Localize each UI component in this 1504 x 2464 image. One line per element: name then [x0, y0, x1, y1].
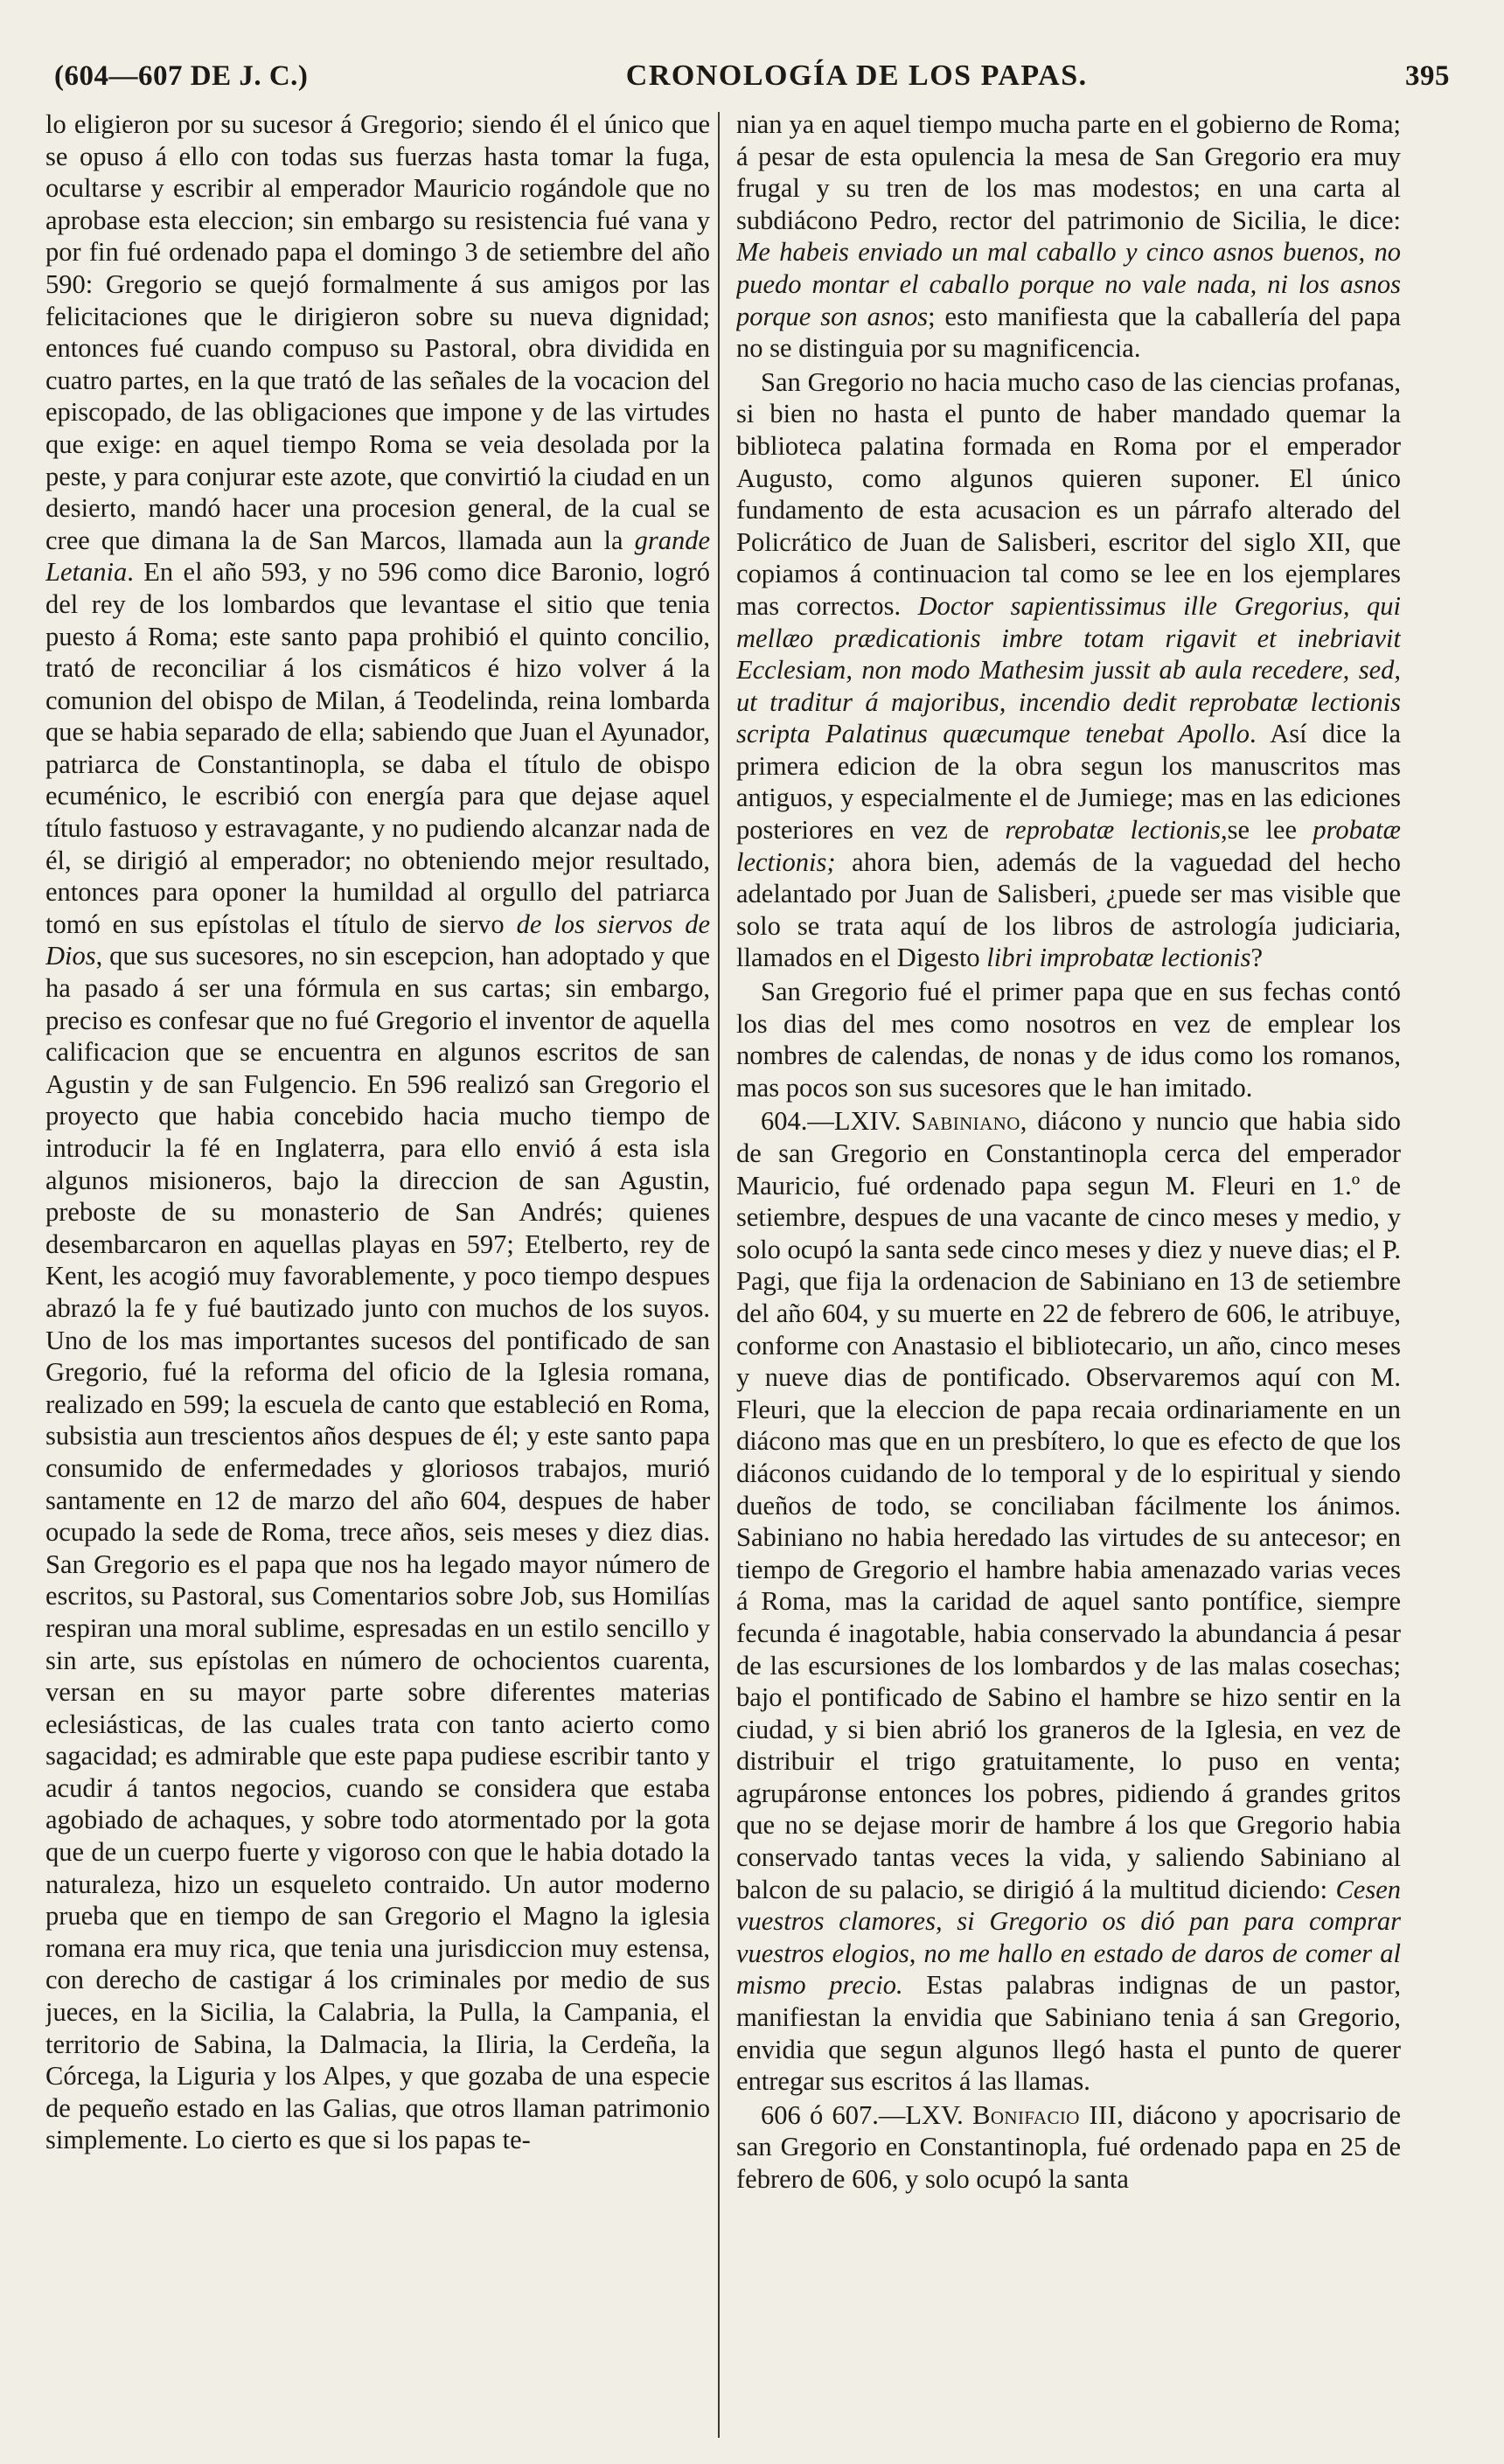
paragraph-dating-custom: San Gregorio fué el primer papa que en sus fechas contó los dias del mes como nosotros en vez de emplear los nombres de calendas, de nonas y de idus como los romanos, mas pocos son sus sucesores que le han imitado.: [736, 977, 1401, 1103]
left-column: [45, 108, 710, 2443]
running-header: [54, 59, 1450, 105]
page-number: 395: [1405, 60, 1450, 92]
entry-sabiniano: 604.—LXIV. Sabiniano, diácono y nuncio que habia sido de san Gregorio en Constantinopla cerca del emperador Mauricio, fué ordenado papa segun M. Fleuri en 1.º de setiembre, despues de una vacante de cinco meses y medio, y solo ocupó la santa sede cinco meses y diez y nueve dias; el P. Pagi, que fija la ordenacion de Sabiniano en 13 de setiembre del año 604, y su muerte en 22 de febrero de 606, le atribuye, conforme con Anastasio el bibliotecario, un año, cinco meses y nueve dias de pontificado. Observaremos aquí con M. Fleuri, que la eleccion de papa recaia ordinariamente en un diácono mas que en un presbítero, lo que es efecto de que los diáconos cuidando de lo temporal y de lo espiritual y siendo dueños de todo, se conciliaban fácilmente los ánimos. Sabiniano no habia heredado las virtudes de su antecesor; en tiempo de Gregorio el hambre habia amenazado varias veces á Roma, mas la caridad de aquel santo pontífice, siempre fecunda é inagotable, habia conservado la abundancia á pesar de las escursiones de los lombardos y de las malas cosechas; bajo el pontificado de Sabino el hambre se hizo sentir en la ciudad, y si bien abrió los graneros de la Iglesia, en vez de distribuir el trigo gratuitamente, lo puso en venta; agrupáronse entonces los pobres, pidiendo á grandes gritos que no se dejase morir de hambre á los que Gregorio habia conservado tantas veces la vida, y saliendo Sabiniano al balcon de su palacio, se dirigió á la multitud diciendo: Cesen vuestros clamores, si Gregorio os dió pan para comprar vuestros elogios, no me hallo en estado de daros de comer al mismo precio. Estas palabras indignas de un pastor, manifiestan la envidia que Sabiniano tenia á san Gregorio, envidia que segun algunos llegó hasta el punto de querer entregar sus escritos á las llamas.: [736, 1106, 1401, 2097]
header-title: CRONOLOGÍA DE LOS PAPAS.: [625, 59, 1088, 92]
paragraph-papal-frugality: nian ya en aquel tiempo mucha parte en el gobierno de Roma; á pesar de esta opulencia la mesa de San Gregorio era muy frugal y su tren de los mas modestos; en una carta al subdiácono Pedro, rector del patrimonio de Sicilia, le dice: Me habeis enviado un mal caballo y cinco asnos buenos, no puedo montar el caballo porque no vale nada, ni los asnos porque son asnos; esto manifiesta que la caballería del papa no se distinguia por su magnificencia.: [736, 109, 1401, 364]
paragraph-profane-sciences: San Gregorio no hacia mucho caso de las ciencias profanas, si bien no hasta el punto de haber mandado quemar la biblioteca palatina formada en Roma por el emperador Augusto, como algunos quieren suponer. El único fundamento de esta acusacion es un párrafo alterado del Policrático de Juan de Salisberi, escritor del siglo XII, que copiamos á continuacion tal como se lee en los ejemplares mas correctos. Doctor sapientissimus ille Gregorius, qui mellæo prædicationis imbre totam rigavit et inebriavit Ecclesiam, non modo Mathesim jussit ab aula recedere, sed, ut traditur á majoribus, incendio dedit reprobatæ lectionis scripta Palatinus quæcumque tenebat Apollo. Así dice la primera edicion de la obra segun los manuscritos mas antiguos, y especialmente el de Jumiege; mas en las ediciones posteriores en vez de reprobatæ lectionis,se lee probatæ lectionis; ahora bien, además de la vaguedad del hecho adelantado por Juan de Salisberi, ¿puede ser mas visible que solo se trata aquí de los libros de astrología judiciaria, llamados en el Digesto libri improbatæ lectionis?: [736, 366, 1401, 973]
entry-bonifacio-iii: 606 ó 607.—LXV. Bonifacio III, diácono y apocrisario de san Gregorio en Constantinopla, fué ordenado papa en 25 de febrero de 606, y solo ocupó la santa: [736, 2099, 1401, 2194]
paragraph-gregorio-pontificate: lo eligieron por su sucesor á Gregorio; siendo él el único que se opuso á ello con todas sus fuerzas hasta tomar la fuga, ocultarse y escribir al emperador Mauricio rogándole que no aprobase esta eleccion; sin embargo su resistencia fué vana y por fin fué ordenado papa el domingo 3 de setiembre del año 590: Gregorio se quejó formalmente á sus amigos por las felicitaciones que le dirigieron sobre su nueva dignidad; entonces fué cuando compuso su Pastoral, obra dividida en cuatro partes, en la que trató de las señales de la vocacion del episcopado, de las obligaciones que impone y de las virtudes que exige: en aquel tiempo Roma se veia desolada por la peste, y para conjurar este azote, que convirtió la ciudad en un desierto, mandó hacer una procesion general, de la cual se cree que dimana la de San Marcos, llamada aun la grande Letania. En el año 593, y no 596 como dice Baronio, logró del rey de los lombardos que levantase el sitio que tenia puesto á Roma; este santo papa prohibió el quinto concilio, trató de reconciliar á los cismáticos é hizo volver á la comunion del obispo de Milan, á Teodelinda, reina lombarda que se habia separado de ella; sabiendo que Juan el Ayunador, patriarca de Constantinopla, se daba el título de obispo ecuménico, le escribió con energía para que dejase aquel título fastuoso y estravagante, y no pudiendo alcanzar nada de él, se dirigió al emperador; no obteniendo mejor resultado, entonces para oponer la humildad al orgullo del patriarca tomó en sus epístolas el título de siervo de los siervos de Dios, que sus sucesores, no sin escepcion, han adoptado y que ha pasado á ser una fórmula en sus cartas; sin embargo, preciso es confesar que no fué Gregorio el inventor de aquella calificacion que se encuentra en algunos escritos de san Agustin y de san Fulgencio. En 596 realizó san Gregorio el proyecto que habia concebido hacia mucho tiempo de introducir la fé en Inglaterra, para ello envió á esta isla algunos misioneros, bajo la direccion de san Agustin, preboste de su monasterio de San Andrés; quienes desembarcaron en aquellas playas en 597; Etelberto, rey de Kent, les acogió muy favorablemente, y poco tiempo despues abrazó la fe y fué bautizado junto con muchos de los suyos. Uno de los mas importantes sucesos del pontificado de san Gregorio, fué la reforma del oficio de la Iglesia romana, realizado en 599; la escuela de canto que estableció en Roma, subsistia aun trescientos años despues de él; y este santo papa consumido de enfermedades y gloriosos trabajos, murió santamente en 12 de marzo del año 604, despues de haber ocupado la sede de Roma, trece años, seis meses y diez dias. San Gregorio es el papa que nos ha legado mayor número de escritos, su Pastoral, sus Comentarios sobre Job, sus Homilías respiran una moral sublime, espresadas en un estilo sencillo y sin arte, sus epístolas en número de ochocientos cuarenta, versan en su mayor parte sobre diferentes materias eclesiásticas, de las cuales trata con tanto acierto como sagacidad; es admirable que este papa pudiese escribir tanto y acudir á tantos negocios, cuando se considera que estaba agobiado de achaques, y sobre todo atormentado por la gota que de un cuerpo fuerte y vigoroso con que le habia dotado la naturaleza, hizo un esqueleto contraido. Un autor moderno prueba que en tiempo de san Gregorio el Magno la iglesia romana era muy rica, que tenia una jurisdiccion muy estensa, con derecho de castigar á los criminales por medio de sus jueces, en la Sicilia, la Calabria, la Pulla, la Campania, el territorio de Sabina, la Dalmacia, la Iliria, la Cerdeña, la Córcega, la Liguria y los Alpes, y que gozaba de una especie de pequeño estado en las Galias, que otros llaman patrimonio simplemente. Lo cierto es que si los papas te-: [45, 109, 710, 2155]
pope-name-bonifacio: Bonifacio III: [972, 2099, 1118, 2130]
column-divider: [718, 112, 720, 2438]
pope-name-sabiniano: Sabiniano: [911, 1106, 1020, 1137]
right-column: [736, 108, 1401, 2443]
header-date-range: (604—607 DE J. C.): [54, 60, 309, 92]
